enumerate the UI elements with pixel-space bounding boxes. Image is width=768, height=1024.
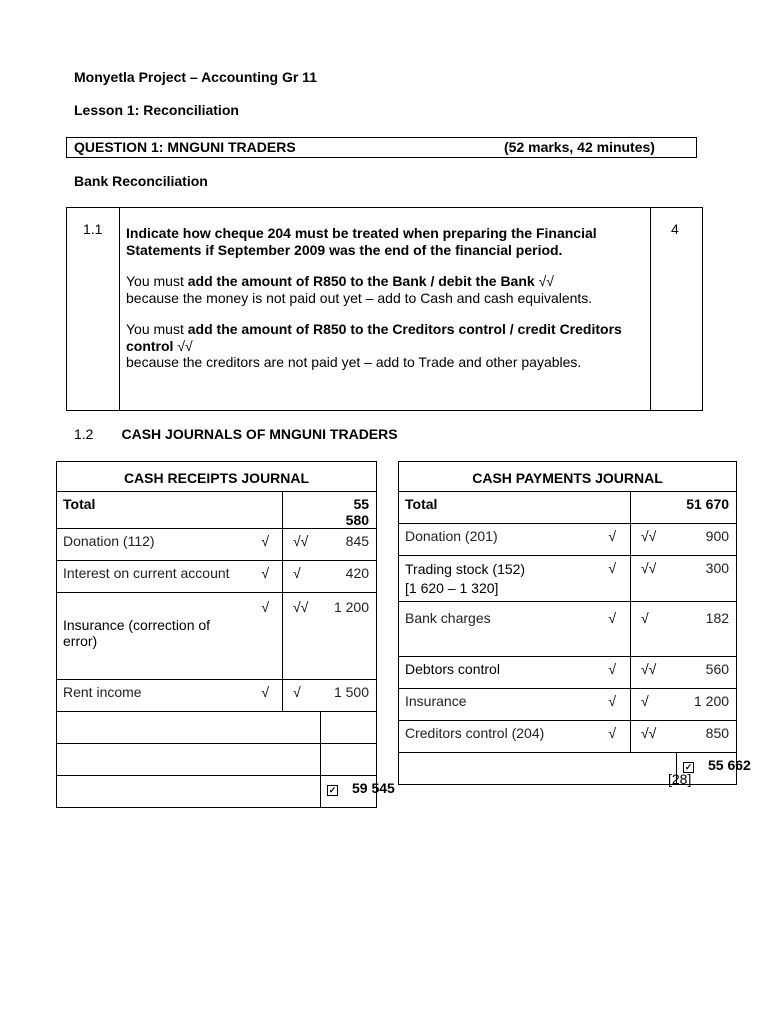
question-1-1-box <box>66 207 703 411</box>
grand-total: ✓ 59 545 <box>321 776 377 808</box>
tick: √√ <box>631 721 677 753</box>
section-number: 1.2 <box>74 426 94 442</box>
tick: √ <box>595 556 631 602</box>
answer-1 <box>126 273 648 306</box>
total-value: 51 670 <box>677 492 737 524</box>
total-value: 55 580 <box>321 492 377 529</box>
table-row: Creditors control (204) √ √√ 850 <box>399 721 737 753</box>
table-row: Trading stock (152) [1 620 – 1 320] √ √√ 300 <box>399 556 737 602</box>
section-heading: Bank Reconciliation <box>74 173 208 189</box>
checkbox-icon: ✓ <box>684 762 693 772</box>
tick: √ <box>595 524 631 556</box>
answer-1-bold: add the amount of R850 to the Bank / debit the Bank <box>187 273 535 289</box>
document-title: Monyetla Project – Accounting Gr 11 <box>74 69 317 85</box>
table-row: Rent income √ √ 1 500 <box>57 680 377 712</box>
tick: √ <box>595 721 631 753</box>
table-row: Debtors control √ √√ 560 <box>399 657 737 689</box>
table-row: Interest on current account √ √ 420 <box>57 561 377 593</box>
question-content <box>126 225 648 386</box>
lesson-title: Lesson 1: Reconciliation <box>74 102 239 118</box>
answer-2-pre: You must <box>126 321 188 337</box>
table-row: Insurance (correction of error) √ √√ 1 200 <box>57 593 377 680</box>
journal-title: CASH RECEIPTS JOURNAL <box>57 462 377 492</box>
divider <box>119 208 120 410</box>
answer-1-ticks: √√ <box>534 273 554 289</box>
tick: √ <box>283 561 321 593</box>
checkbox-icon: ✓ <box>328 785 337 795</box>
tick: √√ <box>631 556 677 602</box>
cash-receipts-journal <box>56 461 395 808</box>
tick: √ <box>595 657 631 689</box>
tick: √√ <box>283 593 321 680</box>
total-label: Total <box>399 492 631 524</box>
section-1-2-heading <box>74 426 398 442</box>
tick: √ <box>249 561 283 593</box>
tick: √ <box>249 529 283 561</box>
answer-1-reason: because the money is not paid out yet – add to Cash and cash equivalents. <box>126 289 593 306</box>
total-label: Total <box>57 492 283 529</box>
question-header-box <box>66 137 697 158</box>
answer-2-bold: add the amount of R850 to the Creditors control / credit Creditors control <box>126 321 622 354</box>
tick: √√ <box>283 529 321 561</box>
answer-2-reason: because the creditors are not paid yet – add to Trade and other payables. <box>126 354 582 370</box>
cash-payments-journal <box>398 461 751 785</box>
tick: √ <box>631 689 677 721</box>
question-marks-value: 4 <box>671 221 679 237</box>
question-marks: (52 marks, 42 minutes) <box>504 139 655 155</box>
tick: √ <box>631 602 677 657</box>
grand-total: ✓ 55 662 <box>677 753 737 785</box>
answer-2-ticks: √√ <box>173 337 193 354</box>
divider <box>650 208 651 410</box>
tick: √ <box>595 602 631 657</box>
table-row: Donation (112) √ √√ 845 <box>57 529 377 561</box>
tick: √ <box>249 680 283 712</box>
answer-1-pre: You must <box>126 273 188 289</box>
section-title: CASH JOURNALS OF MNGUNI TRADERS <box>121 426 398 442</box>
table-row: Donation (201) √ √√ 900 <box>399 524 737 556</box>
question-label: QUESTION 1: MNGUNI TRADERS <box>74 139 296 155</box>
answer-2 <box>126 321 648 371</box>
tick: √ <box>249 593 283 680</box>
question-number: 1.1 <box>83 221 103 237</box>
tick: √ <box>595 689 631 721</box>
table-row: Bank charges √ √ 182 <box>399 602 737 657</box>
tick: √√ <box>631 524 677 556</box>
tick: √√ <box>631 657 677 689</box>
journal-title: CASH PAYMENTS JOURNAL <box>399 462 737 492</box>
total-marks: [28] <box>668 771 692 787</box>
tick: √ <box>283 680 321 712</box>
question-text: Indicate how cheque 204 must be treated when preparing the Financial Statements if September 2009 was the end of the financial period. <box>126 225 597 258</box>
table-row: Insurance √ √ 1 200 <box>399 689 737 721</box>
